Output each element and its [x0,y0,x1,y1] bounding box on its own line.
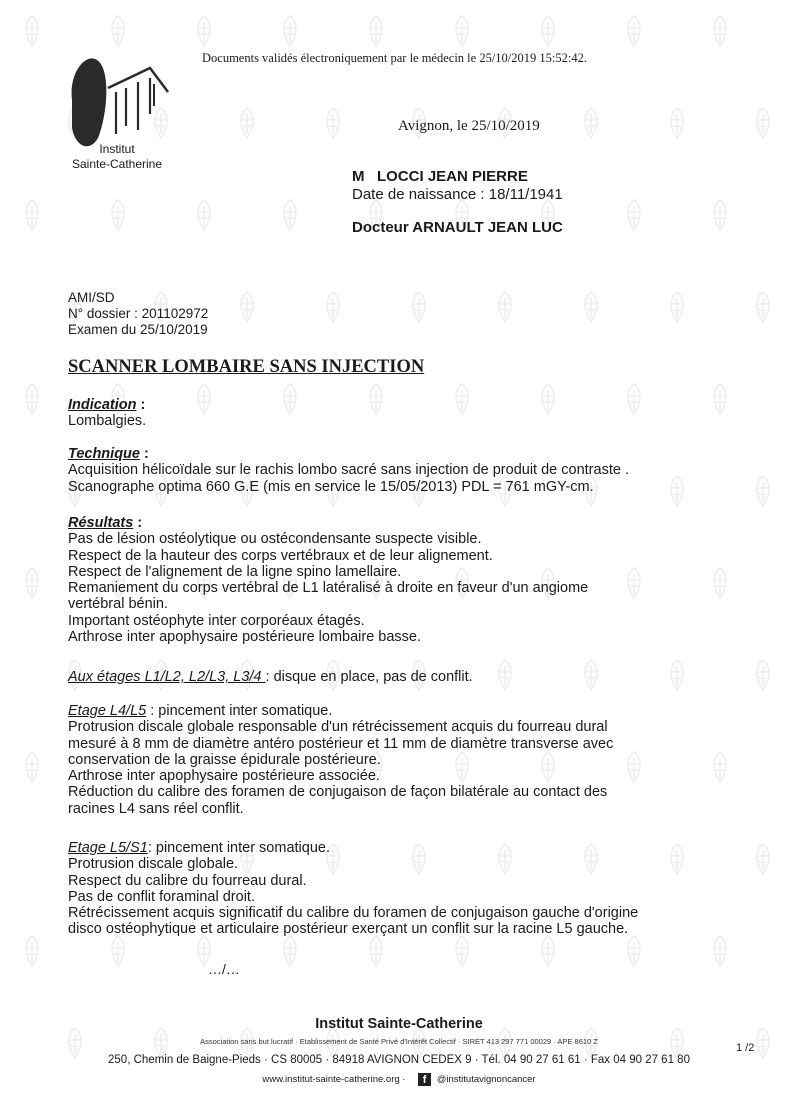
level-l4l5-label: Etage L4/L5 [68,703,147,719]
watermark-flower-icon [622,934,646,968]
technique-line: Scanographe optima 660 G.E (mis en service le 15/05/2013) PDL = 761 mGY-cm. [68,478,594,495]
technique-colon: : [139,446,149,462]
watermark-flower-icon [579,290,603,324]
results-line: vertébral bénin. [68,596,168,613]
indication-section [68,397,768,430]
level-l4l5-line: Arthrose inter apophysaire postérieure associée. [68,768,380,785]
footer-facebook-handle[interactable]: @institutavignoncancer [436,1074,536,1086]
results-line: Important ostéophyte inter corporéaux étagés. [68,612,365,629]
exam-date: Examen du 25/10/2019 [68,322,208,337]
watermark-flower-icon [665,106,689,140]
service-code: AMI/SD [68,290,115,305]
level-l4l5-line: racines L4 sans réel conflit. [68,800,244,817]
patient-block [352,168,563,204]
technique-heading: Technique [68,446,140,462]
watermark-flower-icon [536,14,560,48]
watermark-flower-icon [622,198,646,232]
watermark-flower-icon [579,106,603,140]
results-line: Respect de la hauteur des corps vertébraux et de leur alignement. [68,547,493,564]
watermark-flower-icon [20,382,44,416]
indication-line: Lombalgies. [68,413,147,430]
continuation-mark: …/… [208,961,240,977]
footer-website-link[interactable]: www.institut-sainte-catherine.org · [262,1074,406,1086]
level-l5s1-text: : pincement inter somatique. [147,840,330,856]
level-l5s1-line: Pas de conflit foraminal droit. [68,888,255,905]
watermark-flower-icon [536,934,560,968]
city-date: Avignon, le 25/10/2019 [398,118,540,134]
page-number: 1 /2 [736,1042,755,1054]
level-l4l5-line: conservation de la graisse épidurale postérieure. [68,751,381,768]
footer-institute-name: Institut Sainte-Catherine [315,1016,483,1032]
logo-text [62,142,172,172]
results-line: Respect de l'alignement de la ligne spino lamellaire. [68,563,402,580]
watermark-flower-icon [751,290,775,324]
level-l4l5-line: mesuré à 8 mm de diamètre antéro postérieur et 11 mm de diamètre transverse avec [68,735,614,752]
watermark-flower-icon [665,290,689,324]
technique-line: Acquisition hélicoïdale sur le rachis lombo sacré sans injection de produit de contraste . [68,462,629,479]
watermark-flower-icon [321,106,345,140]
watermark-flower-icon [364,934,388,968]
levels-l1-l4-section [68,669,768,685]
watermark-flower-icon [106,198,130,232]
technique-section [68,446,768,495]
patient-birth-date: Date de naissance : 18/11/1941 [352,186,563,203]
footer-address: 250, Chemin de Baigne-Pieds · CS 80005 · 84918 AVIGNON CEDEX 9 · Tél. 04 90 27 61 61 · Fax 04 90 27 61 80 [108,1054,690,1066]
doctor-name: Docteur ARNAULT JEAN LUC [352,219,563,236]
exam-meta [68,290,208,338]
level-l5s1-line: Rétrécissement acquis significatif du calibre du foramen de conjugaison gauche d'origine [68,905,639,922]
watermark-flower-icon [192,198,216,232]
watermark-flower-icon [708,934,732,968]
footer-web [0,1073,798,1086]
facebook-icon: f [418,1073,431,1086]
results-heading: Résultats [68,515,134,531]
watermark-flower-icon [235,290,259,324]
results-line: Arthrose inter apophysaire postérieure lombaire basse. [68,629,422,646]
watermark-flower-icon [20,198,44,232]
levels-l1-l4-label: Aux étages L1/L2, L2/L3, L3/4 [68,669,266,685]
exam-title: SCANNER LOMBAIRE SANS INJECTION [68,357,425,377]
watermark-flower-icon [751,106,775,140]
watermark-flower-icon [192,14,216,48]
watermark-flower-icon [235,106,259,140]
watermark-flower-icon [364,14,388,48]
levels-l1-l4-text: : disque en place, pas de conflit. [265,669,473,685]
indication-heading: Indication [68,397,137,413]
level-l4l5-text: : pincement inter somatique. [146,703,333,719]
watermark-flower-icon [20,566,44,600]
dossier-number: N° dossier : 201102972 [68,306,209,321]
level-l5s1-label: Etage L5/S1 [68,840,148,856]
watermark-flower-icon [321,290,345,324]
watermark-flower-icon [622,14,646,48]
watermark-flower-icon [407,290,431,324]
level-l4l5-line: Réduction du calibre des foramen de conjugaison de façon bilatérale au contact des [68,784,608,801]
watermark-flower-icon [278,198,302,232]
results-line: Remaniement du corps vertébral de L1 latéralisé à droite en faveur d'un angiome [68,580,589,597]
indication-colon: : [136,397,146,413]
results-colon: : [133,515,143,531]
results-line: Pas de lésion ostéolytique ou ostécondensante suspecte visible. [68,531,482,548]
footer-legal-info: Association sans but lucratif · Etablissement de Santé Privé d'Intérêt Collectif · SIRET 413 297 771 00029 · APE 8610 Z [200,1037,598,1046]
electronic-validation-note: Documents validés électroniquement par le médecin le 25/10/2019 15:52:42. [202,51,587,65]
watermark-flower-icon [493,290,517,324]
logo-line-1: Institut [99,142,135,156]
patient-name: M LOCCI JEAN PIERRE [352,168,528,185]
watermark-flower-icon [450,934,474,968]
watermark-flower-icon [20,14,44,48]
watermark-flower-icon [20,750,44,784]
level-l5s1-line: Respect du calibre du fourreau dural. [68,872,307,889]
level-l5s1-line: disco ostéophytique et articulaire postérieur exerçant un conflit sur la racine L5 gauche. [68,921,629,938]
watermark-flower-icon [106,14,130,48]
watermark-flower-icon [708,14,732,48]
level-l5s1-section [68,840,768,938]
logo-line-2: Sainte-Catherine [71,157,163,171]
level-l4l5-line: Protrusion discale globale responsable d'un rétrécissement acquis du fourreau dural [68,719,608,736]
watermark-flower-icon [20,934,44,968]
results-section [68,515,768,645]
watermark-flower-icon [278,934,302,968]
watermark-flower-icon [708,198,732,232]
watermark-flower-icon [450,14,474,48]
watermark-flower-icon [106,934,130,968]
level-l5s1-line: Protrusion discale globale. [68,856,239,873]
watermark-flower-icon [278,14,302,48]
level-l4l5-section [68,703,768,817]
